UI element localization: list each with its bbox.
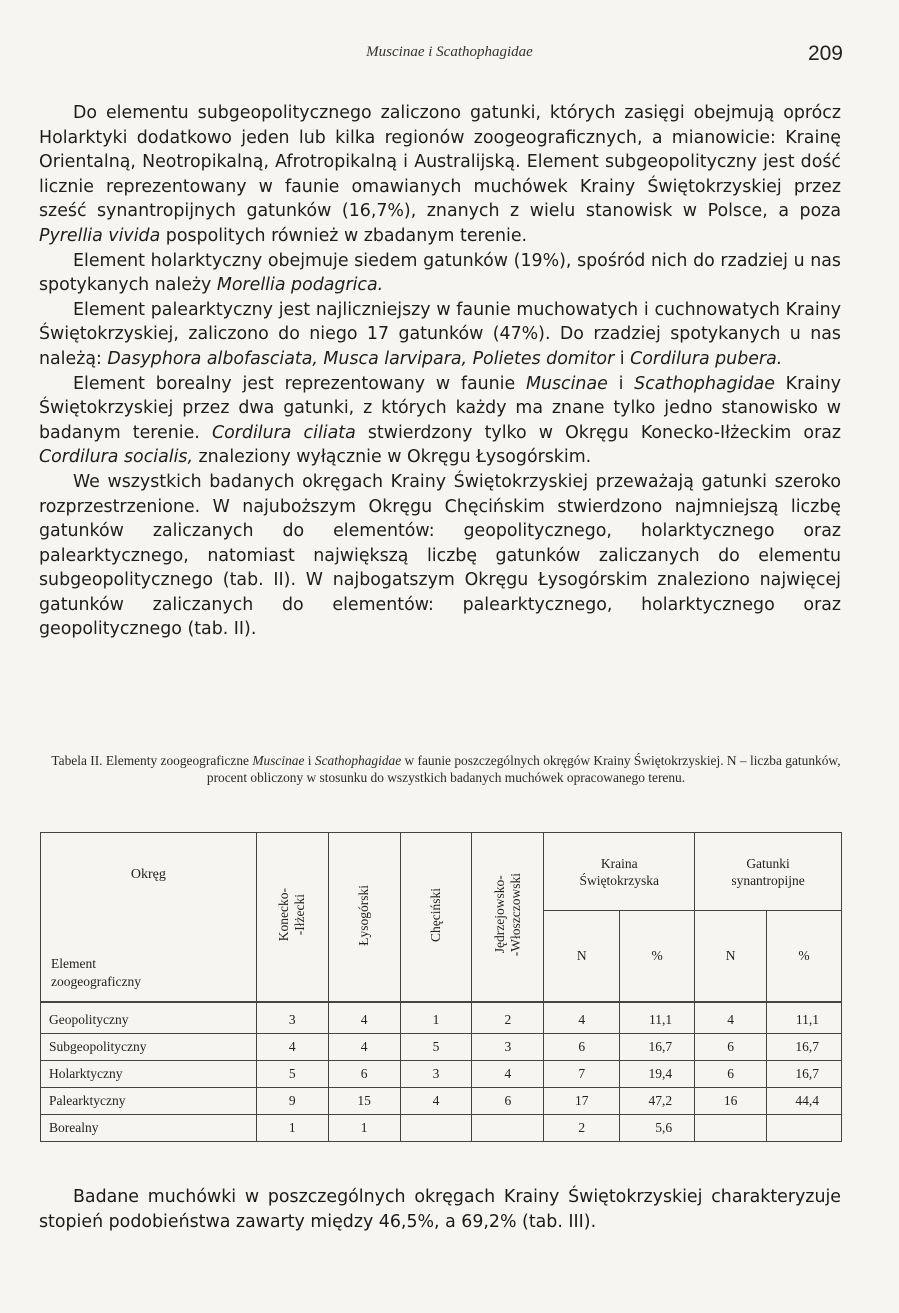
- header-percent: %: [767, 911, 842, 1003]
- cell: 1: [328, 1115, 400, 1142]
- cell: 16,7: [767, 1034, 842, 1061]
- row-label: Holarktyczny: [41, 1061, 257, 1088]
- cell: 4: [400, 1088, 472, 1115]
- cell: 4: [695, 1002, 767, 1034]
- cell: 4: [472, 1061, 544, 1088]
- cell: 16: [695, 1088, 767, 1115]
- header-konecko-ilzecki: [256, 833, 328, 1003]
- closing-text: [39, 1185, 841, 1235]
- cell: 16,7: [767, 1061, 842, 1088]
- cell: 16,7: [620, 1034, 695, 1061]
- table-corner-header: [41, 833, 257, 1003]
- page-number: 209: [807, 42, 843, 65]
- species-name: Pyrellia vivida: [39, 225, 161, 246]
- cell: 19,4: [620, 1061, 695, 1088]
- taxon-name: Scathophagidae: [314, 753, 402, 768]
- cell: [767, 1115, 842, 1142]
- header-checinski: [400, 833, 472, 1003]
- cell: 7: [544, 1061, 620, 1088]
- conjunction: i: [618, 373, 624, 394]
- paragraph-boreal: [39, 372, 841, 470]
- district-label: Konecko- -Iłżecki: [276, 888, 308, 942]
- cell: 5: [400, 1034, 472, 1061]
- row-label: Palearktyczny: [41, 1088, 257, 1115]
- cell: 15: [328, 1088, 400, 1115]
- running-title: Muscinae i Scathophagidae: [366, 44, 533, 60]
- cell: 3: [472, 1034, 544, 1061]
- cell: 11,1: [767, 1002, 842, 1034]
- header-synanthropic-species: Gatunki synantropijne: [695, 833, 842, 911]
- cell: 6: [695, 1034, 767, 1061]
- body-text: [39, 101, 841, 642]
- species-name: Cordilura ciliata: [211, 422, 356, 443]
- paragraph-subgeopolitical: [39, 101, 841, 249]
- cell: 6: [544, 1034, 620, 1061]
- conjunction: i: [619, 348, 625, 369]
- paragraph-text: pospolitych również w zbadanym terenie.: [165, 225, 528, 246]
- paragraph-palearctic: [39, 298, 841, 372]
- species-name: Cordilura socialis,: [39, 447, 193, 468]
- cell: 5: [256, 1061, 328, 1088]
- cell: 6: [695, 1061, 767, 1088]
- header-lysogorski: [328, 833, 400, 1003]
- cell: 1: [256, 1115, 328, 1142]
- cell: 47,2: [620, 1088, 695, 1115]
- header-n: N: [544, 911, 620, 1003]
- cell: 6: [472, 1088, 544, 1115]
- paragraph-similarity: Badane muchówki w poszczególnych okręgach Krainy Świętokrzyskiej charakteryzuje stopień podobieństwa zawarty między 46,5%, a 69,2% (tab. III).: [39, 1187, 841, 1232]
- header-jedrzejowsko-wloszczowski: [472, 833, 544, 1003]
- paragraph-text: Element palearktyczny jest najliczniejszy w faunie muchowatych i cuchnowatych Krainy Świętokrzyskiej, zaliczono do niego 17 gatunków (47%). Do rzadziej spotykanych u nas należą:: [39, 299, 841, 369]
- row-label: Subgeopolityczny: [41, 1034, 257, 1061]
- conjunction: i: [307, 753, 312, 768]
- cell: 9: [256, 1088, 328, 1115]
- cell: 2: [472, 1002, 544, 1034]
- cell: 5,6: [620, 1115, 695, 1142]
- cell: [472, 1115, 544, 1142]
- cell: 4: [328, 1034, 400, 1061]
- paragraph-text: Do elementu subgeopolitycznego zaliczono gatunki, których zasięgi obejmują oprócz Holarktyki dodatkowo jeden lub kilka regionów zoogeograficznych, a mianowicie: Krainę Orientalną, Neotropikalną, Afrotropikalną i Australijską. Element subgeopolityczny jest dość licznie reprezentowany w faunie omawianych muchówek Krainy Świętokrzyskiej przez sześć synantropijnych gatunków (16,7%), znanych z wielu stanowisk w Polsce, a poza: [39, 103, 841, 222]
- species-name: Morellia podagrica.: [216, 275, 384, 296]
- paragraph-text: Krainy Świętokrzyskiej przez dwa gatunki, z których każdy ma znane tylko jedno stanowisko w badanym terenie.: [39, 373, 842, 443]
- cell: 11,1: [620, 1002, 695, 1034]
- cell: 6: [328, 1061, 400, 1088]
- taxon-name: Muscinae: [525, 373, 608, 394]
- table-row: [41, 1115, 842, 1142]
- species-name: Dasyphora albofasciata, Musca larvipara, Polietes domitor: [107, 348, 615, 369]
- cell: 4: [328, 1002, 400, 1034]
- cell: 4: [544, 1002, 620, 1034]
- cell: 44,4: [767, 1088, 842, 1115]
- district-label: Jędrzejowsko- -Włoszczowski: [491, 873, 523, 957]
- cell: [400, 1115, 472, 1142]
- table-caption: [48, 752, 844, 786]
- paragraph-text: znaleziony wyłącznie w Okręgu Łysogórskim.: [198, 447, 592, 468]
- cell: 4: [256, 1034, 328, 1061]
- taxon-name: Scathophagidae: [634, 373, 775, 394]
- row-label: Geopolityczny: [41, 1002, 257, 1034]
- caption-text: w faunie poszczególnych okręgów Krainy Świętokrzyskiej. N – liczba gatunków, procent obliczony w stosunku do wszystkich badanych muchówek opracowanego terenu.: [206, 753, 841, 785]
- header-district: Okręg: [130, 867, 166, 882]
- row-label: Borealny: [41, 1115, 257, 1142]
- table-row: [41, 1088, 842, 1115]
- header-element: Element zoogeograficzny: [51, 956, 141, 989]
- data-table: [40, 832, 842, 1142]
- species-name: Cordilura pubera.: [630, 348, 783, 369]
- paragraph-text: Element holarktyczny obejmuje siedem gatunków (19%), spośród nich do rzadziej u nas spotykanych należy: [39, 250, 841, 296]
- header-kraina-swietokrzyska: Kraina Świętokrzyska: [544, 833, 695, 911]
- cell: 3: [400, 1061, 472, 1088]
- cell: [695, 1115, 767, 1142]
- cell: 1: [400, 1002, 472, 1034]
- paragraph-holarctic: [39, 249, 841, 298]
- paragraph-text: Element borealny jest reprezentowany w faunie: [73, 373, 516, 394]
- paragraph-text: stwierdzony tylko w Okręgu Konecko-Iłżeckim oraz: [367, 422, 842, 443]
- table-row: [41, 1002, 842, 1034]
- taxon-name: Muscinae: [252, 753, 305, 768]
- cell: 2: [544, 1115, 620, 1142]
- header-n: N: [695, 911, 767, 1003]
- caption-text: Tabela II. Elementy zoogeograficzne: [51, 753, 249, 768]
- table-row: [41, 1034, 842, 1061]
- cell: 17: [544, 1088, 620, 1115]
- header-percent: %: [620, 911, 695, 1003]
- table-row: [41, 1061, 842, 1088]
- district-label: Chęciński: [427, 888, 443, 942]
- paragraph-summary: We wszystkich badanych okręgach Krainy Świętokrzyskiej przeważają gatunki szeroko rozprzestrzenione. W najuboższym Okręgu Chęcińskim stwierdzono najmniejszą liczbę gatunków zaliczanych do elementów: geopolitycznego, holarktycznego oraz palearktycznego, natomiast największą liczbę gatunków zaliczanych do elementu subgeopolitycznego (tab. II). W najbogatszym Okręgu Łysogórskim znaleziono najwięcej gatunków zaliczanych do elementów: palearktycznego, holarktycznego oraz geopolitycznego (tab. II).: [39, 471, 841, 640]
- cell: 3: [256, 1002, 328, 1034]
- district-label: Łysogórski: [356, 884, 372, 946]
